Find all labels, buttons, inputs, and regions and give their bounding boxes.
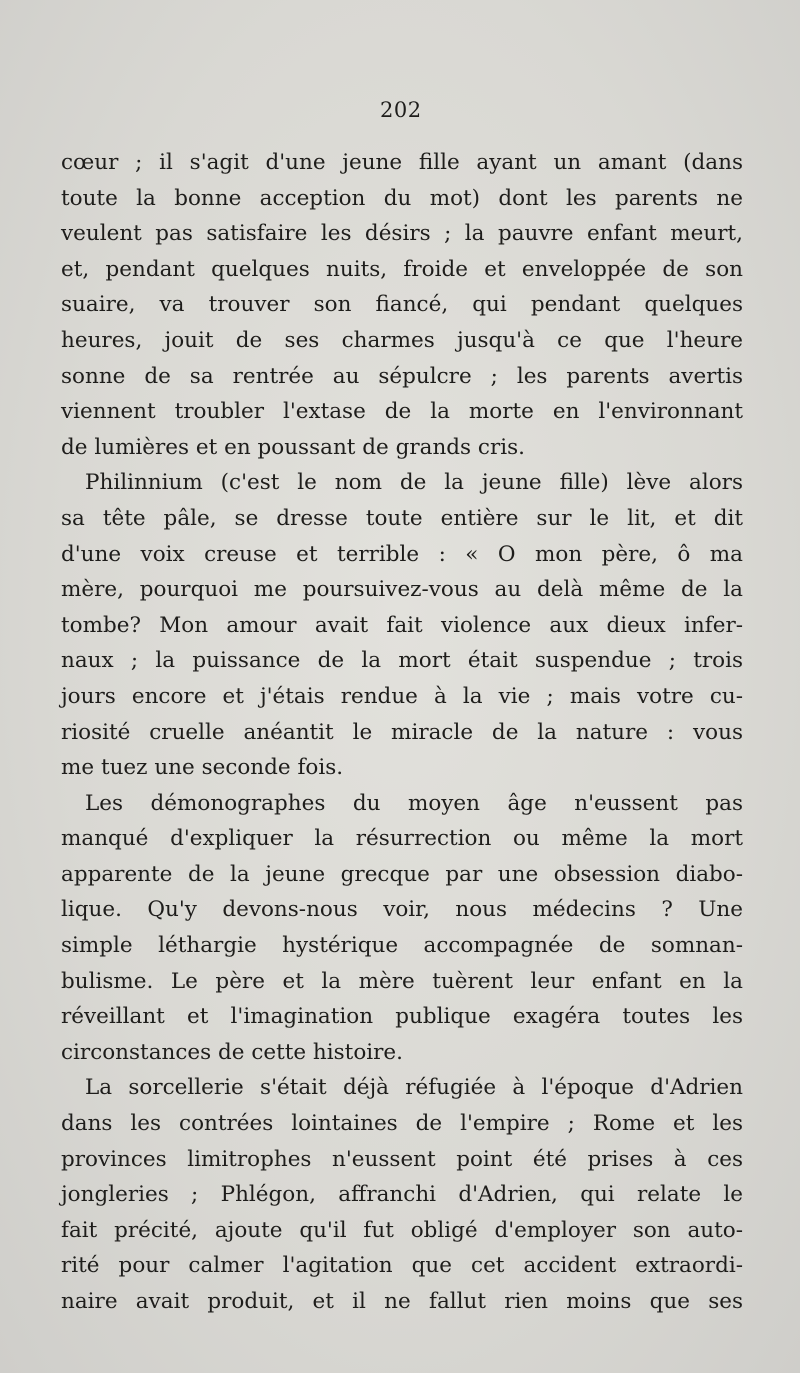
body-text — [61, 145, 743, 1320]
text-line: et, pendant quelques nuits, froide et enveloppée de son — [61, 256, 743, 282]
text-line: sa tête pâle, se dresse toute entière sur le lit, et dit — [61, 505, 743, 531]
text-line: naux ; la puissance de la mort était suspendue ; trois — [61, 648, 743, 674]
text-line: lique. Qu'y devons-nous voir, nous médecins ? Une — [61, 897, 743, 923]
text-line: circonstances de cette histoire. — [61, 1039, 403, 1065]
text-line: heures, jouit de ses charmes jusqu'à ce que l'heure — [61, 327, 743, 353]
text-line: me tuez une seconde fois. — [61, 755, 344, 781]
text-line: provinces limitrophes n'eussent point été prises à ces — [61, 1146, 743, 1172]
text-line: de lumières et en poussant de grands cris. — [61, 434, 525, 460]
text-line: dans les contrées lointaines de l'empire ; Rome et les — [61, 1111, 743, 1137]
text-line: toute la bonne acception du mot) dont les parents ne — [61, 185, 743, 211]
text-line: réveillant et l'imagination publique exagéra toutes les — [61, 1004, 743, 1030]
text-line: riosité cruelle anéantit le miracle de la nature : vous — [61, 719, 743, 745]
text-line: cœur ; il s'agit d'une jeune fille ayant un amant (dans — [61, 150, 743, 175]
text-line: fait précité, ajoute qu'il fut obligé d'employer son auto- — [61, 1217, 743, 1243]
text-line: jours encore et j'étais rendue à la vie ; mais votre cu- — [61, 683, 743, 709]
text-line: d'une voix creuse et terrible : « O mon père, ô ma — [61, 541, 743, 567]
text-line: manqué d'expliquer la résurrection ou même la mort — [61, 826, 743, 852]
text-line: Philinnium (c'est le nom de la jeune fille) lève alors — [85, 470, 743, 496]
text-line: jongleries ; Phlégon, affranchi d'Adrien, qui relate le — [61, 1182, 743, 1208]
text-line: Les démonographes du moyen âge n'eussent pas — [85, 790, 743, 816]
text-line: naire avait produit, et il ne fallut rien moins que ses — [61, 1289, 743, 1314]
text-line: tombe? Mon amour avait fait violence aux dieux infer- — [61, 612, 743, 638]
text-line: sonne de sa rentrée au sépulcre ; les parents avertis — [61, 363, 743, 389]
text-line: viennent troubler l'extase de la morte en l'environnant — [61, 399, 743, 425]
text-line: simple léthargie hystérique accompagnée de somnan- — [61, 933, 743, 959]
text-line: suaire, va trouver son fiancé, qui pendant quelques — [61, 292, 743, 318]
text-line: bulisme. Le père et la mère tuèrent leur enfant en la — [61, 968, 743, 994]
text-line: rité pour calmer l'agitation que cet accident extraordi- — [61, 1253, 743, 1279]
text-line: La sorcellerie s'était déjà réfugiée à l'époque d'Adrien — [85, 1075, 743, 1101]
text-line: veulent pas satisfaire les désirs ; la pauvre enfant meurt, — [61, 221, 743, 247]
text-line: mère, pourquoi me poursuivez-vous au delà même de la — [61, 577, 743, 603]
page-number: 202 — [380, 98, 422, 122]
text-line: apparente de la jeune grecque par une obsession diabo- — [61, 861, 743, 887]
